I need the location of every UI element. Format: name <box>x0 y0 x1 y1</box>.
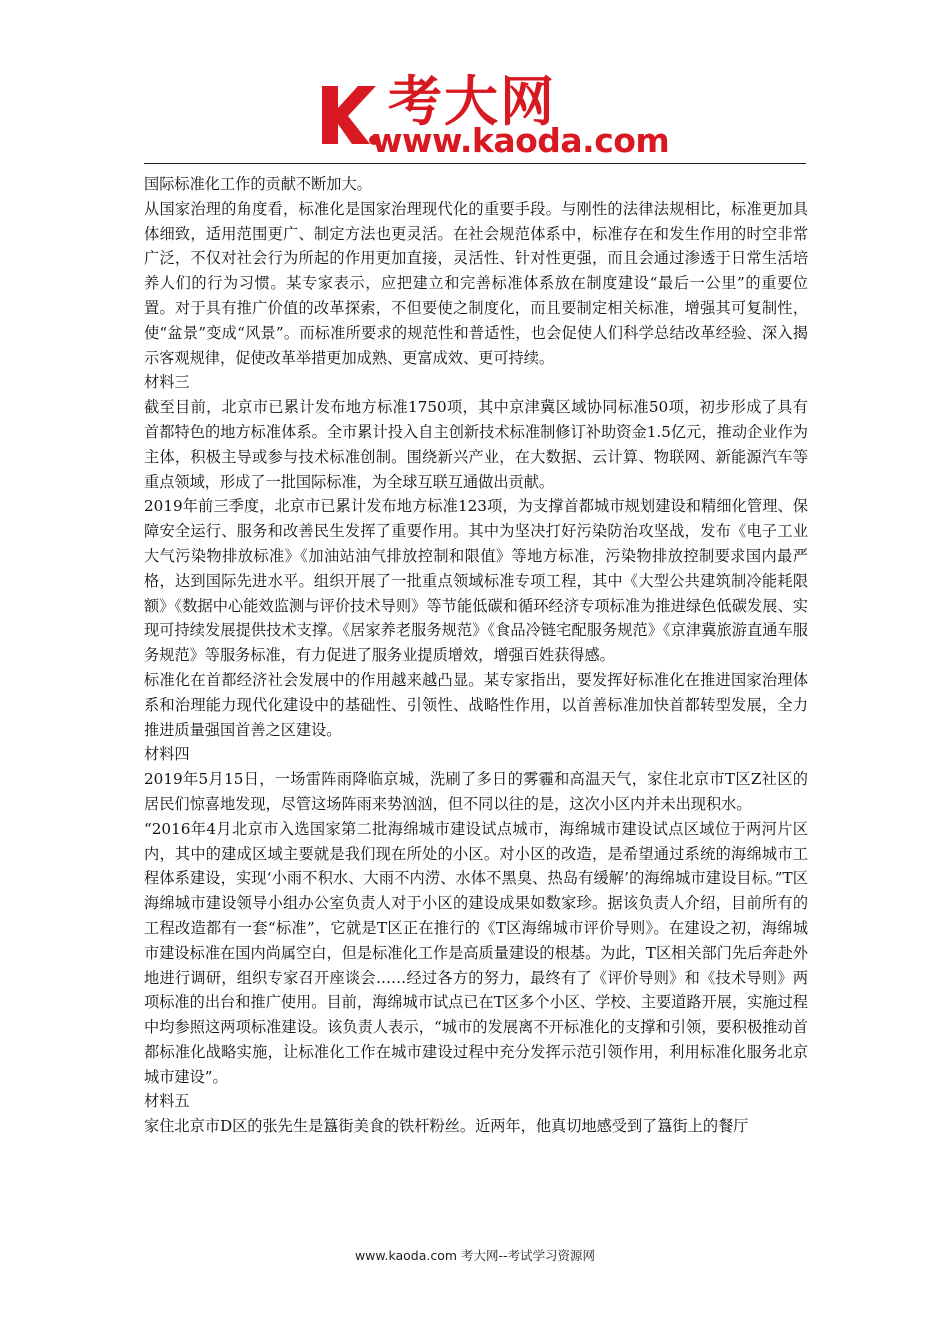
body-paragraph: 标准化在首都经济社会发展中的作用越来越凸显。某专家指出，要发挥好标准化在推进国家治理体系和治理能力现代化建设中的基础性、引领性、战略性作用，以首善标准加快首都转型发展，全力推进质量强国首善之区建设。 <box>144 670 808 739</box>
body-paragraph: 国际标准化工作的贡献不断加大。 <box>144 175 372 193</box>
body-paragraph: 2019年5月15日，一场雷阵雨降临京城，洗刷了多日的雾霾和高温天气，家住北京市T区Z社区的居民们惊喜地发现，尽管这场阵雨来势汹汹，但不同以往的是，这次小区内并未出现积水。 <box>144 770 808 813</box>
body-paragraph: 从国家治理的角度看，标准化是国家治理现代化的重要手段。与刚性的法律法规相比，标准更加具体细致，适用范围更广、制定方法也更灵活。在社会规范体系中，标准存在和发生作用的时空非常广泛，不仅对社会行为所起的作用更加直接，灵活性、针对性更强，而且会通过渗透于日常生活培养人们的行为习惯。某专家表示，应把建立和完善标准体系放在制度建设“最后一公里”的重要位置。对于具有推广价值的改革探索，不但要使之制度化，而且要制定相关标准，增强其可复制性，使“盆景”变成“风景”。而标准所要求的规范性和普适性，也会促使人们科学总结改革经验、深入揭示客观规律，促使改革举措更加成熟、更富成效、更可持续。 <box>144 199 808 367</box>
page-header <box>0 0 950 168</box>
logo-url: www.kaoda.com <box>372 121 670 160</box>
body-paragraph: “2016年4月北京市入选国家第二批海绵城市建设试点城市，海绵城市建设试点区域位于两河片区内，其中的建成区域主要就是我们现在所处的小区。对小区的改造，是希望通过系统的海绵城市工程体系建设，实现‘小雨不积水、大雨不内涝、水体不黑臭、热岛有缓解’的海绵城市建设目标。”T区海绵城市建设领导小组办公室负责人对于小区的建设成果如数家珍。据该负责人介绍，目前所有的工程改造都有一套“标准”，它就是T区正在推行的《T区海绵城市评价导则》。在建设之初，海绵城市建设标准在国内尚属空白，但是标准化工作是高质量建设的根基。为此，T区相关部门先后奔赴外地进行调研，组织专家召开座谈会……经过各方的努力，最终有了《评价导则》和《技术导则》两项标准的出台和推广使用。目前，海绵城市试点已在T区多个小区、学校、主要道路开展，实施过程中均参照这两项标准建设。该负责人表示，“城市的发展离不开标准化的支撑和引领，要积极推动首都标准化战略实施，让标准化工作在城市建设过程中充分发挥示范引领作用，利用标准化服务北京城市建设”。 <box>144 819 808 1086</box>
document-body <box>144 172 808 1139</box>
page-footer: www.kaoda.com 考大网--考试学习资源网 <box>354 1248 596 1263</box>
body-paragraph: 截至目前，北京市已累计发布地方标准1750项，其中京津冀区域协同标准50项，初步形成了具有首都特色的地方标准体系。全市累计投入自主创新技术标准制修订补助资金1.5亿元，推动企业作为主体，积极主导或参与技术标准创制。围绕新兴产业，在大数据、云计算、物联网、新能源汽车等重点领域，形成了一批国际标准，为全球互联互通做出贡献。 <box>144 398 808 491</box>
body-paragraph: 2019年前三季度，北京市已累计发布地方标准123项，为支撑首都城市规划建设和精细化管理、保障安全运行、服务和改善民生发挥了重要作用。其中为坚决打好污染防治攻坚战，发布《电子工业大气污染物排放标准》《加油站油气排放控制和限值》等地方标准，污染物排放控制要求国内最严格，达到国际先进水平。组织开展了一批重点领域标准专项工程，其中《大型公共建筑制冷能耗限额》《数据中心能效监测与评价技术导则》等节能低碳和循环经济专项标准为推进绿色低碳发展、实现可持续发展提供技术支撑。《居家养老服务规范》《食品冷链宅配服务规范》《京津冀旅游直通车服务规范》等服务标准，有力促进了服务业提质增效，增强百姓获得感。 <box>144 497 808 665</box>
section-heading: 材料五 <box>144 1092 190 1111</box>
header-divider <box>144 163 806 164</box>
section-heading: 材料三 <box>144 373 190 392</box>
body-paragraph: 家住北京市D区的张先生是簋街美食的铁杆粉丝。近两年，他真切地感受到了簋街上的餐厅 <box>144 1117 749 1136</box>
section-heading: 材料四 <box>144 745 190 764</box>
logo-chinese-name: 考大网 <box>388 70 556 133</box>
